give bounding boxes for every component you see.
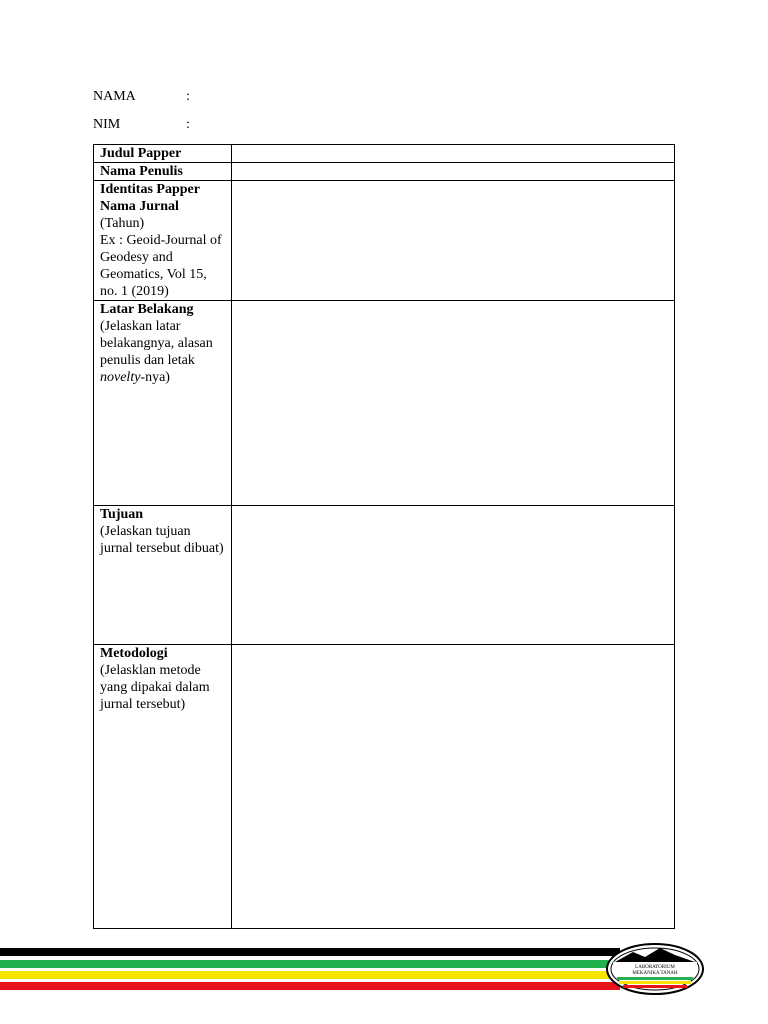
- identitas-label-cell: [94, 181, 232, 301]
- table-row: [94, 145, 675, 163]
- example-text: Ex : Geoid-Journal of Geodesy and Geomatics, Vol 15, no. 1 (2019): [100, 233, 222, 299]
- penulis-label-cell: [94, 163, 232, 181]
- stripe-yellow: [0, 971, 620, 979]
- stripe-black: [0, 948, 620, 956]
- review-form-table: [93, 144, 675, 929]
- metodologi-title: Metodologi: [100, 646, 168, 661]
- table-row: [94, 181, 675, 301]
- judul-label: Judul Papper: [100, 146, 182, 161]
- lab-logo-emblem: [605, 942, 705, 996]
- tahun-label: (Tahun): [100, 216, 145, 231]
- table-row: [94, 645, 675, 929]
- table-row: [94, 301, 675, 506]
- stripe-red: [0, 982, 620, 990]
- nama-line: [93, 88, 190, 105]
- latar-title: Latar Belakang: [100, 302, 194, 317]
- nama-colon: :: [186, 89, 190, 104]
- judul-value-cell[interactable]: [232, 145, 675, 163]
- nim-label: NIM: [93, 117, 121, 132]
- tujuan-title: Tujuan: [100, 507, 144, 522]
- latar-value-cell[interactable]: [232, 301, 675, 506]
- penulis-label: Nama Penulis: [100, 164, 183, 179]
- identitas-value-cell[interactable]: [232, 181, 675, 301]
- metodologi-value-cell[interactable]: [232, 645, 675, 929]
- tujuan-value-cell[interactable]: [232, 506, 675, 645]
- judul-label-cell: [94, 145, 232, 163]
- metodologi-desc: (Jelasklan metode yang dipakai dalam jurnal tersebut): [100, 663, 210, 712]
- identitas-title: Identitas Papper: [100, 182, 200, 197]
- stripe-green: [0, 960, 620, 968]
- tujuan-label-cell: [94, 506, 232, 645]
- nama-jurnal-label: Nama Jurnal: [100, 199, 179, 214]
- latar-label-cell: [94, 301, 232, 506]
- nim-colon: :: [186, 117, 190, 132]
- nim-line: [93, 116, 190, 133]
- latar-desc-pre: (Jelaskan latar belakangnya, alasan penulis dan letak: [100, 319, 213, 368]
- penulis-value-cell[interactable]: [232, 163, 675, 181]
- table-row: [94, 163, 675, 181]
- latar-desc-post: -nya): [140, 370, 170, 385]
- logo-text-top: LABORATORIUM: [635, 965, 675, 970]
- table-row: [94, 506, 675, 645]
- latar-desc-em: novelty: [100, 370, 141, 385]
- metodologi-label-cell: [94, 645, 232, 929]
- logo-text-bottom: MEKANIKA TANAH: [632, 971, 678, 976]
- tujuan-desc: (Jelaskan tujuan jurnal tersebut dibuat): [100, 524, 224, 556]
- nama-label: NAMA: [93, 89, 136, 104]
